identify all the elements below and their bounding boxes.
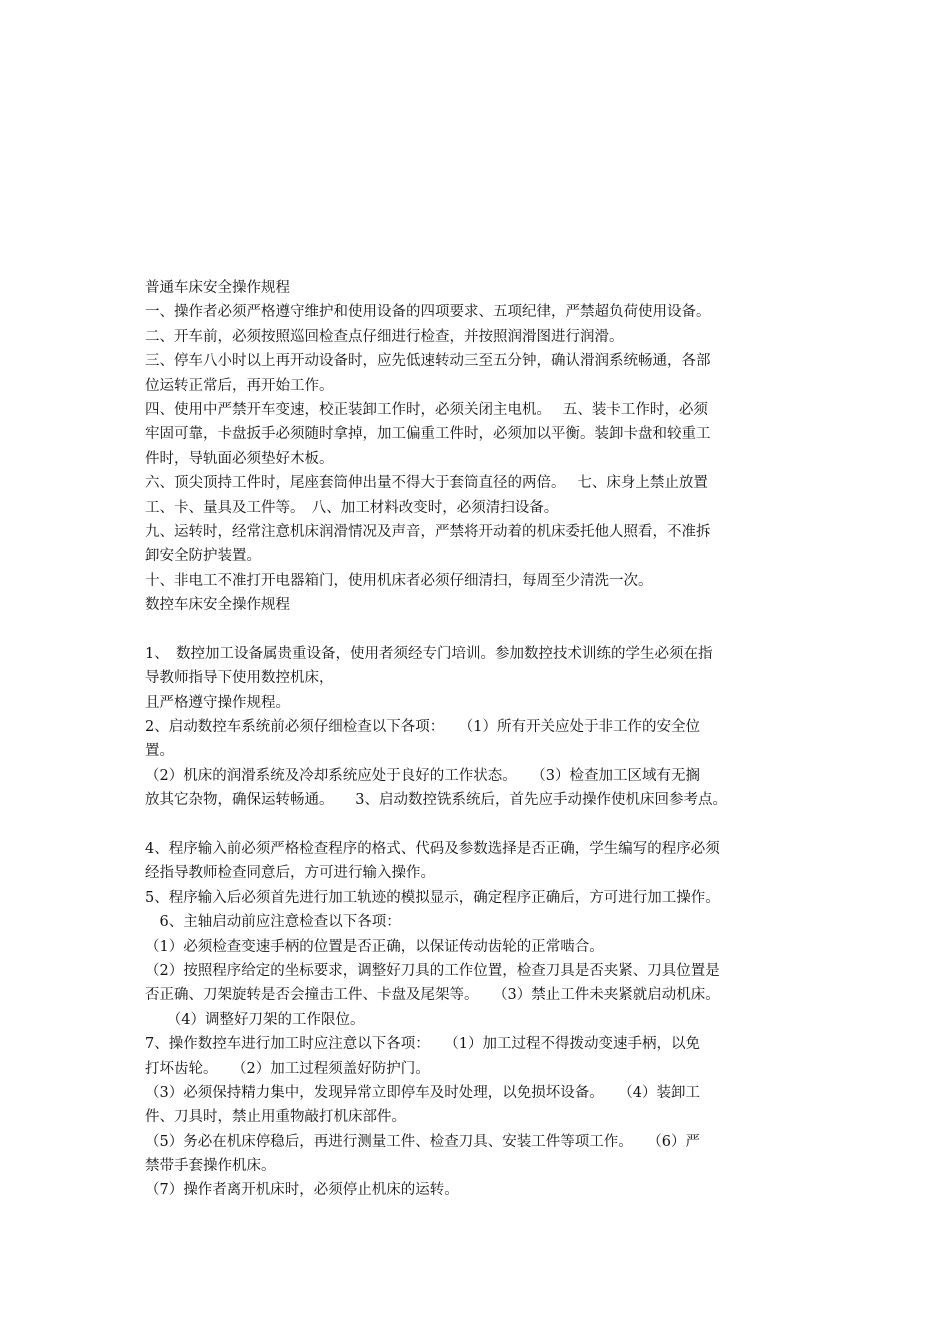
text-line: 一、操作者必须严格遵守维护和使用设备的四项要求、五项纪律，严禁超负荷使用设备。 [145,304,711,321]
text-line: 6、主轴启动前应注意检查以下各项： [145,914,401,931]
text-line: （1）必须检查变速手柄的位置是否正确，以保证传动齿轮的正常啮合。 [145,938,604,955]
text-line: 1、 数控加工设备属贵重设备，使用者须经专门培训。参加数控技术训练的学生必须在指 [145,645,713,662]
text-line: （3）必须保持精力集中，发现异常立即停车及时处理，以免损坏设备。 （4）装卸工 [145,1084,700,1101]
text-line: 7、操作数控车进行加工时应注意以下各项： （1）加工过程不得拨动变速手柄，以免 [145,1036,700,1053]
text-line: （2）机床的润滑系统及冷却系统应处于良好的工作状态。 （3）检查加工区域有无搁 [145,767,700,784]
text-line: （2）按照程序给定的坐标要求，调整好刀具的工作位置，检查刀具是否夹紧、刀具位置是 [145,962,720,979]
text-line: 位运转正常后，再开始工作。 [145,377,334,394]
text-line: 且严格遵守操作规程。 [145,694,290,711]
text-line: 4、程序输入前必须严格检查程序的格式、代码及参数选择是否正确，学生编写的程序必须 [145,840,720,857]
text-line: 2、启动数控车系统前必须仔细检查以下各项： （1）所有开关应处于非工作的安全位 [145,719,700,736]
section-cnc-lathe [145,593,825,1203]
section-title: 普通车床安全操作规程 [145,280,290,296]
text-line: 四、使用中严禁开车变速，校正装卸工作时，必须关闭主电机。 五、装卡工作时，必须 [145,401,708,418]
text-line: 5、程序输入后必须首先进行加工轨迹的模拟显示，确定程序正确后，方可进行加工操作。 [145,889,720,906]
text-line: （7）操作者离开机床时，必须停止机床的运转。 [145,1182,459,1199]
text-line: 三、停车八小时以上再开动设备时，应先低速转动三至五分钟，确认滑润系统畅通，各部 [145,353,711,370]
section-conventional-lathe [145,276,825,593]
text-line: 卸安全防护装置。 [145,548,261,565]
blank-line [145,617,825,641]
text-line: 十、非电工不准打开电器箱门，使用机床者必须仔细清扫，每周至少清洗一次。 [145,572,653,589]
text-line: 二、开车前，必须按照巡回检查点仔细进行检查，并按照润滑图进行润滑。 [145,328,624,345]
text-line: 导教师指导下使用数控机床， [145,670,334,687]
text-line: 六、顶尖顶持工件时，尾座套筒伸出量不得大于套筒直径的两倍。 七、床身上禁止放置 [145,475,708,492]
text-line: 否正确、刀架旋转是否会撞击工件、卡盘及尾架等。 （3）禁止工件未夹紧就启动机床。 [145,987,720,1004]
blank-line [145,813,825,837]
document-body [145,276,825,1203]
text-line: 禁带手套操作机床。 [145,1158,276,1175]
text-line: 置。 [145,743,174,760]
text-line: 件、刀具时，禁止用重物敲打机床部件。 [145,1109,406,1126]
text-line: （5）务必在机床停稳后，再进行测量工件、检查刀具、安装工件等项工作。 （6）严 [145,1133,700,1150]
text-line: 牢固可靠，卡盘扳手必须随时拿掉，加工偏重工件时，必须加以平衡。装卸卡盘和较重工 [145,426,711,443]
section-title: 数控车床安全操作规程 [145,597,290,614]
text-line: 打坏齿轮。 （2）加工过程须盖好防护门。 [145,1060,430,1077]
text-line: 件时，导轨面必须垫好木板。 [145,450,334,467]
text-line: 放其它杂物，确保运转畅通。 3、启动数控铣系统后，首先应手动操作使机床回参考点。 [145,792,727,809]
text-line: 九、运转时，经常注意机床润滑情况及声音，严禁将开动着的机床委托他人照看，不准拆 [145,523,711,540]
text-line: 经指导教师检查同意后，方可进行输入操作。 [145,865,435,882]
text-line: （4）调整好刀架的工作限位。 [145,1011,365,1028]
text-line: 工、卡、量具及工件等。 八、加工材料改变时，必须清扫设备。 [145,499,559,516]
